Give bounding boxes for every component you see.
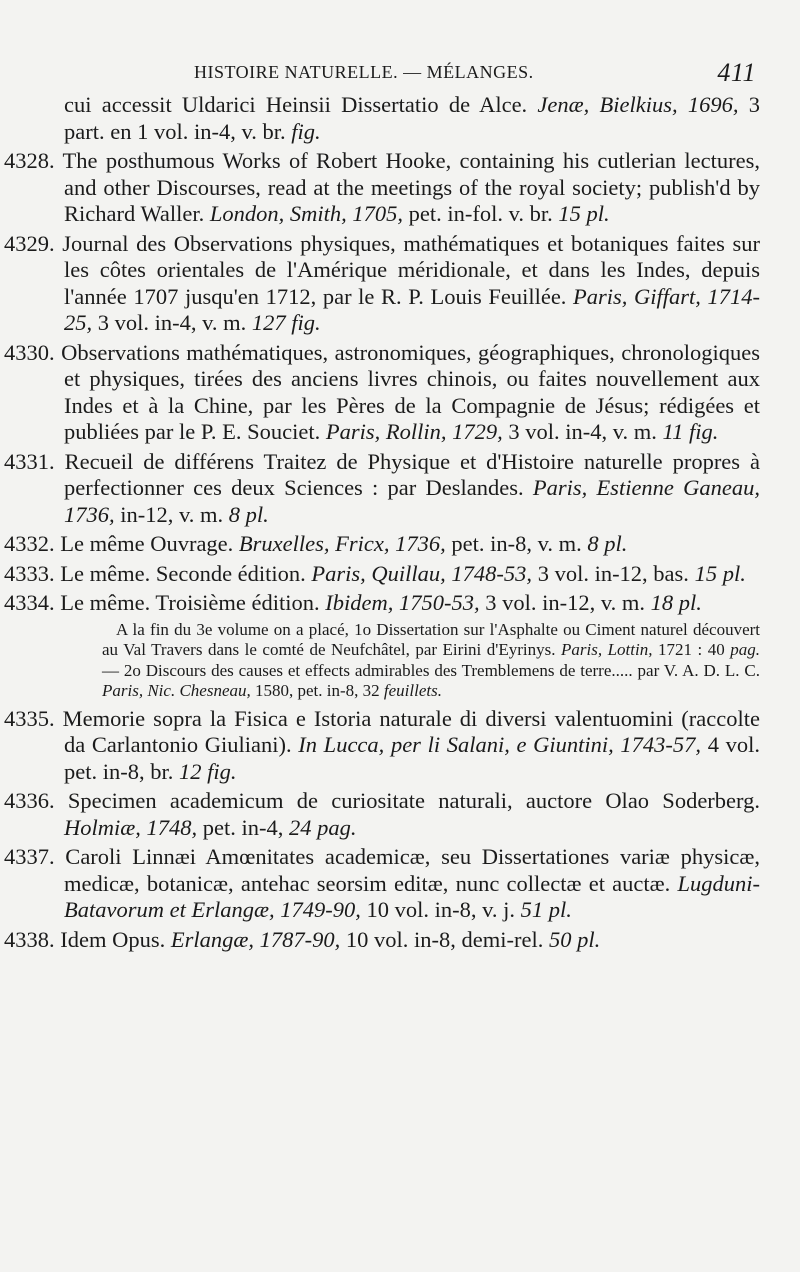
entry-number: 4337. [4,844,55,869]
header-title: HISTOIRE NATURELLE. — MÉLANGES. [194,62,534,82]
catalogue-entry-4334: 4334. Le même. Troisième édition. Ibidem, 1750-53, 3 vol. in-12, v. m. 18 pl. [4,590,702,615]
entry-illustrations: 8 pl. [587,531,628,556]
entry-title: Memorie sopra la Fisica e Istoria naturale di diversi valentuomini (raccolte da Carlantonio Giuliani). [54,705,760,757]
entry-illustrations: 15 pl. [558,201,610,226]
catalogue-text [4,92,761,953]
bibliographic-note: A la fin du 3e volume on a placé, 1o Dissertation sur l'Asphalte ou Ciment naturel découvert au Val Travers dans le comté de Neufchâtel, par Eirini d'Eyrinys. Paris, Lottin, 1721 : 40 pag. — 2o Discours des causes et effects admirables des Tremblemens de terre..... par V. A. D. L. C. Paris, Nic. Chesneau, 1580, pet. in-8, 32 feuillets. [102,619,760,700]
catalogue-entry-4338: 4338. Idem Opus. Erlangæ, 1787-90, 10 vol. in-8, demi-rel. 50 pl. [4,926,601,952]
entry-number: 4328. [4,148,55,173]
catalogue-entry-4333: 4333. Le même. Seconde édition. Paris, Quillau, 1748-53, 3 vol. in-12, bas. 15 pl. [4,560,746,586]
entry-illustrations: 51 pl. [520,897,572,922]
entry-illustrations: 24 pag. [289,814,357,840]
entry-title: Recueil de différens Traitez de Physique et d'Histoire naturelle propres à perfectionner ces deux Sciences : par Deslandes. [54,448,760,500]
page-number: 411 [717,58,756,87]
entry-number: 4338. [4,926,55,952]
catalogue-entry-continued: cui accessit Uldarici Heinsii Dissertatio de Alce. Jenæ, Bielkius, 1696, 3 part. en 1 vol. in-4, v. br. fig. [64,92,760,144]
entry-imprint: Jenæ, Bielkius, 1696, [537,92,739,117]
entry-number: 4334. [4,590,55,615]
entry-imprint: Bruxelles, Fricx, 1736, [238,531,446,556]
entry-imprint: In Lucca, per li Salani, e Giuntini, 1743-57, [298,732,702,757]
entry-title: The posthumous Works of Robert Hooke, containing his cutlerian lectures, and other Discourses, read at the meetings of the royal society; publish'd by Richard Waller. [54,148,760,226]
note-imprint: Paris, Lottin, [560,640,653,659]
catalogue-entry-4336: 4336. Specimen academicum de curiositate naturali, auctore Olao Soderberg. Holmiæ, 1748, pet. in-4, 24 pag. [4,788,760,840]
entry-illustrations: 127 fig. [251,310,321,335]
entry-number: 4333. [4,560,55,586]
entry-imprint: Paris, Quillau, 1748-53, [311,560,533,586]
entry-number: 4331. [4,448,55,474]
note-imprint: Paris, Nic. Chesneau, [102,681,251,700]
catalogue-entry-4330: 4330. Observations mathématiques, astronomiques, géographiques, chronologiques et physiques, tirées des anciens livres chinois, ou faites nouvellement aux Indes et à la Chine, par les Pères de la Compagnie de Jésus; rédigées et publiées par le P. E. Souciet. Paris, Rollin, 1729, 3 vol. in-4, v. m. 11 fig. [4,339,760,444]
catalogue-entry-4332: 4332. Le même Ouvrage. Bruxelles, Fricx, 1736, pet. in-8, v. m. 8 pl. [4,531,628,556]
catalogue-entry-4328: 4328. The posthumous Works of Robert Hooke, containing his cutlerian lectures, and other Discourses, read at the meetings of the royal society; publish'd by Richard Waller. London, Smith, 1705, pet. in-fol. v. br. 15 pl. [4,148,760,226]
entry-title: Le même Ouvrage. [54,531,239,556]
entry-imprint: Erlangæ, 1787-90, [170,926,341,952]
running-header [62,58,760,92]
entry-imprint: Holmiæ, 1748, [64,814,198,840]
entry-title: Le même. Seconde édition. [54,560,312,586]
entry-number: 4329. [4,230,55,256]
entry-imprint: Paris, Estienne Ganeau, 1736, [64,475,761,527]
entry-title: Idem Opus. [54,926,171,952]
entry-imprint: Paris, Giffart, 1714-25, [64,283,760,335]
entry-illustrations: 15 pl. [694,560,746,586]
entry-illustrations: 50 pl. [548,926,601,952]
entry-illustrations: 18 pl. [650,590,702,615]
entry-imprint: London, Smith, 1705, [209,201,403,226]
entry-illustrations: 12 fig. [178,758,237,784]
entry-imprint: Ibidem, 1750-53, [325,590,480,615]
entry-title: Observations mathématiques, astronomiques, géographiques, chronologiques et physiques, tirées des anciens livres chinois, ou faites nouvellement aux Indes et à la Chine, par les Pères de la Compagnie de Jésus; rédigées et publiées par le P. E. Souciet. [54,339,760,444]
entry-number: 4330. [4,339,55,365]
catalogue-entry-4337: 4337. Caroli Linnæi Amœnitates academicæ, seu Dissertationes variæ physicæ, medicæ, botanicæ, antehac seorsim editæ, nunc collectæ et auctæ. Lugduni-Batavorum et Erlangæ, 1749-90, 10 vol. in-8, v. j. 51 pl. [4,844,760,922]
entry-number: 4332. [4,531,55,556]
entry-title: Specimen academicum de curiositate naturali, auctore Olao Soderberg. [54,788,760,813]
catalogue-entry-4331: 4331. Recueil de différens Traitez de Physique et d'Histoire naturelle propres à perfectionner ces deux Sciences : par Deslandes. Paris, Estienne Ganeau, 1736, in-12, v. m. 8 pl. [4,448,761,527]
entry-imprint: Paris, Rollin, 1729, [325,419,503,444]
entry-number: 4335. [4,705,55,731]
entry-title: Le même. Troisième édition. [54,590,326,615]
catalogue-entry-4329: 4329. Journal des Observations physiques, mathématiques et botaniques faites sur les côtes orientales de l'Amérique méridionale, et dans les Indes, depuis l'année 1707 jusqu'en 1712, par le R. P. Louis Feuillée. Paris, Giffart, 1714-25, 3 vol. in-4, v. m. 127 fig. [4,230,760,335]
entry-illustrations: 11 fig. [662,419,719,444]
entry-illustrations: 8 pl. [228,501,269,527]
entry-title: Caroli Linnæi Amœnitates academicæ, seu Dissertationes variæ physicæ, medicæ, botanicæ, antehac seorsim editæ, nunc collectæ et auctæ. [54,844,760,896]
entry-title: Journal des Observations physiques, mathématiques et botaniques faites sur les côtes orientales de l'Amérique méridionale, et dans les Indes, depuis l'année 1707 jusqu'en 1712, par le R. P. Louis Feuillée. [54,230,760,309]
entry-number: 4336. [4,788,55,813]
entry-imprint: Lugduni-Batavorum et Erlangæ, 1749-90, [64,870,760,922]
catalogue-entry-4335: 4335. Memorie sopra la Fisica e Istoria naturale di diversi valentuomini (raccolte da Carlantonio Giuliani). In Lucca, per li Salani, e Giuntini, 1743-57, 4 vol. pet. in-8, br. 12 fig. [4,705,760,784]
entry-illustrations: fig. [291,118,321,144]
